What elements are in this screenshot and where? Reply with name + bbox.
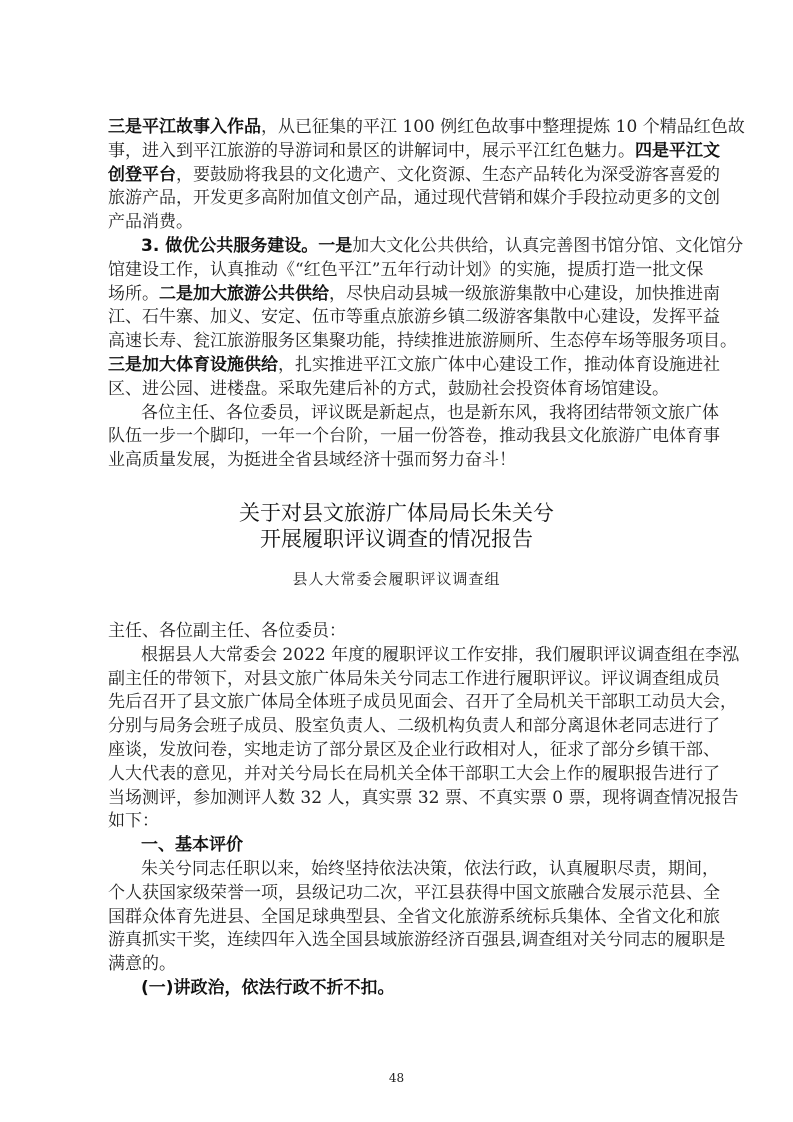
- text-line: [108, 715, 720, 737]
- text-line: [141, 644, 740, 666]
- text-line: [108, 810, 693, 832]
- page-number: 48: [388, 1071, 405, 1085]
- text-line: [108, 449, 693, 471]
- bold-text: 创登平台: [108, 164, 176, 185]
- text-line: [108, 763, 720, 785]
- body-text: 个人获国家级荣誉一项，县级记功二次，平江县获得中国文旅融合发展示范县、全: [108, 882, 720, 903]
- body-text: 如下：: [108, 811, 159, 832]
- bold-text: 三是加大体育设施供给: [108, 355, 278, 375]
- body-text: 先后召开了县文旅广体局全体班子成员见面会、召开了全局机关干部职工动员大会，: [108, 692, 737, 713]
- text-line: [141, 858, 719, 880]
- body-text: 朱关兮同志任职以来，始终坚持依法决策，依法行政，认真履职尽责，期间，: [141, 859, 719, 879]
- body-text: 副主任的带领下，对县文旅广体局朱关兮同志工作进行履职评议。评议调查组成员: [108, 668, 720, 689]
- text-line: [141, 977, 693, 999]
- text-line: [108, 668, 720, 690]
- body-text: 主任、各位副主任、各位委员：: [108, 621, 346, 641]
- body-text: 当场测评，参加测评人数 32 人，真实票 32 票、不真实票 0 票，现将调查情况报告: [108, 787, 739, 808]
- body-text: 高速长寿、瓮江旅游服务区集聚功能，持续推进旅游厕所、生态停车场等服务项目。: [108, 331, 737, 352]
- body-text: ，要鼓励将我县的文化遗产、文化资源、生态产品转化为深受游客喜爱的: [176, 164, 720, 185]
- body-text: 根据县人大常委会 2022 年度的履职评议工作安排，我们履职评议调查组在李泓: [141, 644, 740, 665]
- body-text: ，尽快启动县城一级旅游集散中心建设，加快推进南: [329, 283, 720, 304]
- body-text: ，从已征集的平江 100 例红色故事中整理提炼 10 个精品红色故: [261, 117, 745, 137]
- body-text: 旅游产品，开发更多高附加值文创产品，通过现代营销和媒介手段拉动更多的文创: [108, 188, 720, 209]
- text-line: [108, 330, 737, 352]
- text-line: [108, 378, 693, 400]
- text-line: [141, 235, 744, 257]
- body-text: 队伍一步一个脚印，一年一个台阶，一届一份答卷，推动我县文化旅游广电体育事: [108, 426, 720, 447]
- body-text: 满意的。: [108, 954, 176, 975]
- body-text: 分别与局务会班子成员、股室负责人、二级机构负责人和部分离退休老同志进行了: [108, 716, 720, 737]
- text-line: [141, 834, 693, 856]
- text-line: [108, 259, 704, 281]
- body-text: 场所。: [108, 283, 159, 304]
- body-text: ，扎实推进平江文旅广体中心建设工作，推动体育设施进社: [278, 355, 720, 375]
- body-text: 各位主任、各位委员，评议既是新起点，也是新东风，我将团结带领文旅广体: [141, 402, 719, 423]
- text-line: [108, 739, 720, 761]
- text-line: [108, 882, 720, 904]
- report-author: 县人大常委会履职评议调查组: [292, 570, 501, 588]
- text-line: [108, 116, 745, 138]
- text-line: [108, 620, 693, 642]
- bold-text: 四是平江文: [635, 140, 720, 161]
- text-line: [108, 953, 693, 975]
- text-line: [108, 164, 720, 186]
- bold-text: 3. 做优公共服务建设。一是: [141, 236, 353, 256]
- text-line: [108, 211, 693, 233]
- bold-text: 一、基本评价: [141, 835, 243, 856]
- body-text: 加大文化公共供给，认真完善图书馆分馆、文化馆分: [352, 236, 744, 256]
- text-line: [108, 929, 726, 951]
- body-text: 区、进公园、进楼盘。采取先建后补的方式，鼓励社会投资体育场馆建设。: [108, 378, 669, 399]
- body-text: 产品消费。: [108, 212, 193, 233]
- text-line: [108, 140, 720, 162]
- body-text: 人大代表的意见，并对关兮局长在局机关全体干部职工大会上作的履职报告进行了: [108, 763, 720, 784]
- report-title-line-1: 关于对县文旅游广体局局长朱关兮: [239, 501, 554, 525]
- body-text: 国群众体育先进县、全国足球典型县、全省文化旅游系统标兵集体、全省文化和旅: [108, 906, 720, 927]
- body-text: 座谈，发放问卷，实地走访了部分景区及企业行政相对人，征求了部分乡镇干部、: [108, 740, 720, 760]
- text-line: [108, 425, 720, 447]
- body-text: 游真抓实干奖，连续四年入选全国县域旅游经济百强县,调查组对关兮同志的履职是: [108, 930, 726, 951]
- text-line: [108, 283, 720, 305]
- bold-text: 三是平江故事入作品: [108, 117, 261, 137]
- report-title-line-2: 开展履职评议调查的情况报告: [260, 527, 533, 551]
- body-text: 馆建设工作，认真推动《“红色平江”五年行动计划》的实施，提质打造一批文保: [108, 259, 704, 280]
- bold-text: (一)讲政治，依法行政不折不扣。: [141, 978, 395, 998]
- text-line: [108, 787, 739, 809]
- body-text: 江、石牛寨、加义、安定、伍市等重点旅游乡镇二级游客集散中心建设，发挥平益: [108, 307, 720, 328]
- body-text: 事，进入到平江旅游的导游词和景区的讲解词中，展示平江红色魅力。: [108, 140, 635, 161]
- text-line: [108, 354, 720, 376]
- bold-text: 二是加大旅游公共供给: [159, 283, 329, 304]
- body-text: 业高质量发展，为挺进全省县域经济十强而努力奋斗！: [108, 450, 516, 471]
- text-line: [141, 402, 719, 424]
- text-line: [108, 306, 720, 328]
- text-line: [108, 906, 720, 928]
- text-line: [108, 691, 737, 713]
- text-line: [108, 187, 720, 209]
